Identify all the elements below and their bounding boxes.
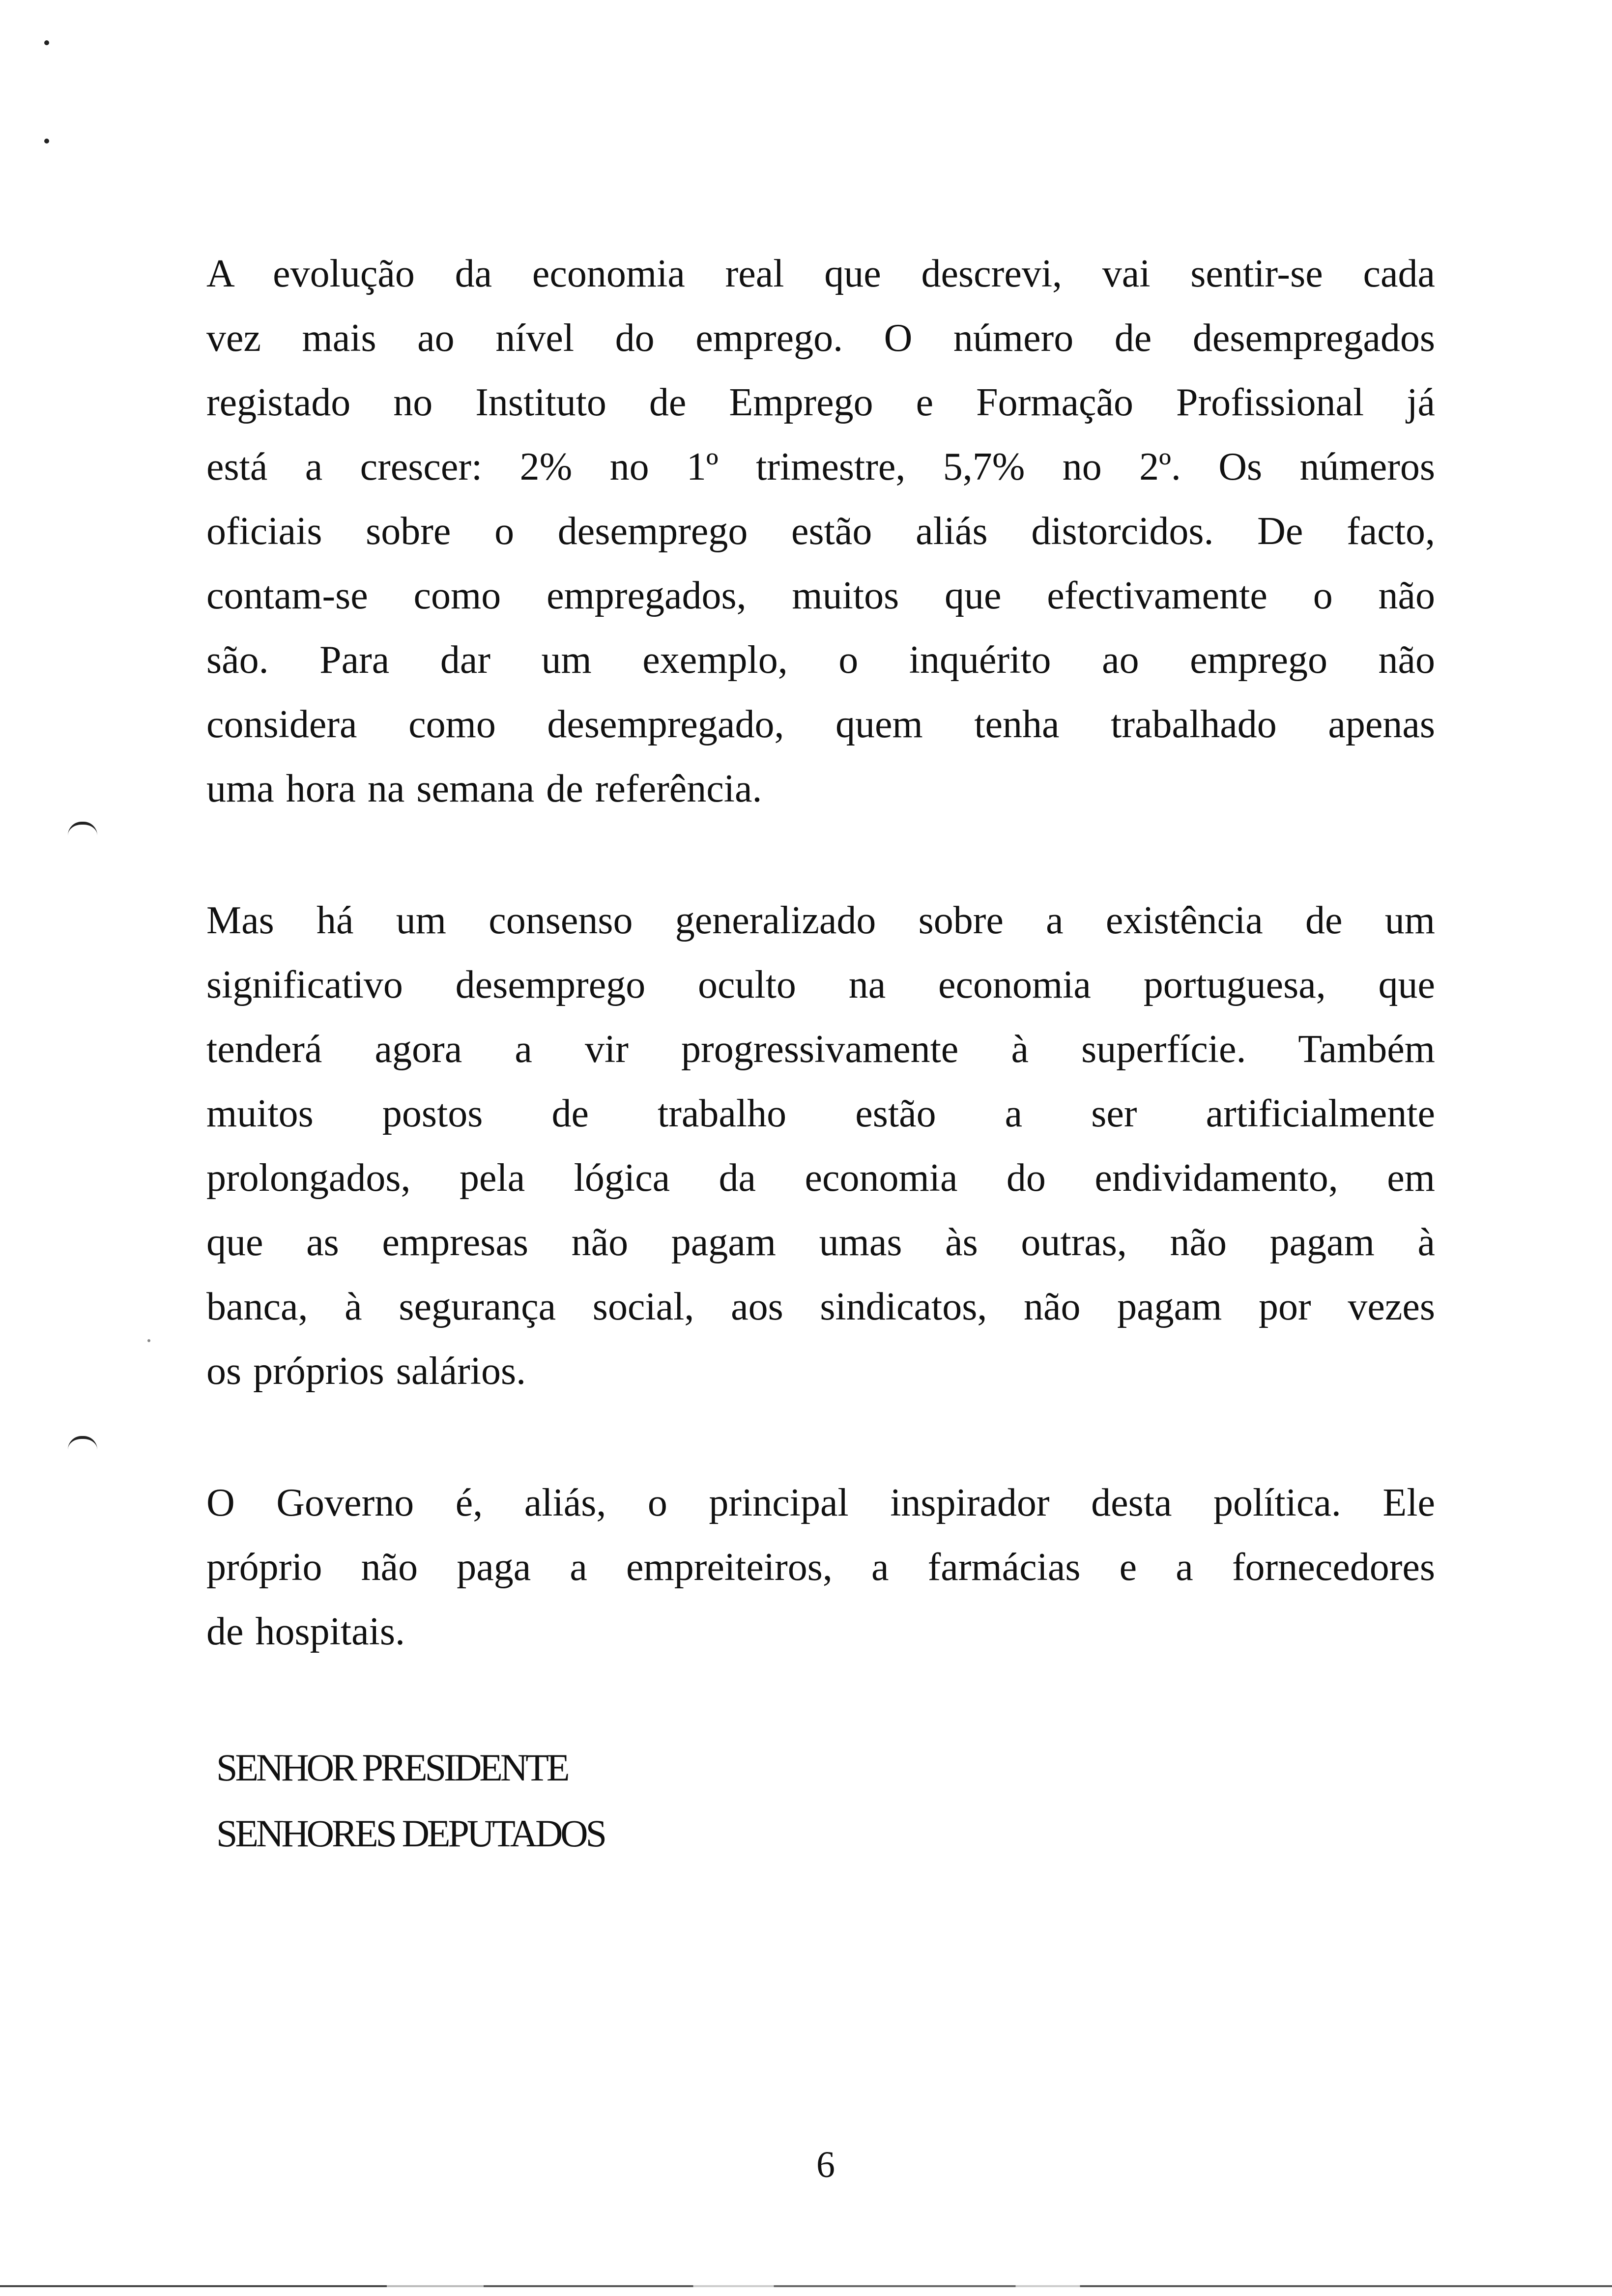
- paragraph-line: Mas há um consenso generalizado sobre a existência de um: [206, 899, 1435, 942]
- margin-mark: [68, 822, 97, 835]
- salutation-line-deputies: SENHORES DEPUTADOS: [216, 1812, 605, 1855]
- paragraph-3: [206, 1471, 1435, 1664]
- paragraph-line: A evolução da economia real que descrevi, vai sentir-se cada: [206, 252, 1435, 295]
- paragraph-line: tenderá agora a vir progressivamente à superfície. Também: [206, 1028, 1435, 1071]
- paragraph-line: de hospitais.: [206, 1610, 405, 1653]
- paragraph-line: registado no Instituto de Emprego e Formação Profissional já: [206, 381, 1435, 424]
- paragraph-line: próprio não paga a empreiteiros, a farmácias e a fornecedores: [206, 1546, 1435, 1589]
- page-number: 6: [816, 2144, 835, 2185]
- paragraph-line: os próprios salários.: [206, 1349, 526, 1393]
- paragraph-line: considera como desempregado, quem tenha trabalhado apenas: [206, 703, 1435, 746]
- paragraph-line: são. Para dar um exemplo, o inquérito ao emprego não: [206, 638, 1435, 682]
- paragraph-line: muitos postos de trabalho estão a ser artificialmente: [206, 1092, 1435, 1135]
- paragraph-line: O Governo é, aliás, o principal inspirador desta política. Ele: [206, 1481, 1435, 1524]
- paragraph-line: prolongados, pela lógica da economia do endividamento, em: [206, 1156, 1435, 1200]
- paragraph-1: [206, 242, 1435, 821]
- paragraph-line: vez mais ao nível do emprego. O número de desempregados: [206, 316, 1435, 360]
- scan-dot: [44, 139, 49, 144]
- scan-edge-line: [0, 2285, 1612, 2287]
- scan-dot: [44, 40, 49, 45]
- paragraph-line: oficiais sobre o desemprego estão aliás distorcidos. De facto,: [206, 510, 1435, 553]
- salutation-line-president: SENHOR PRESIDENTE: [216, 1746, 568, 1789]
- paragraph-2: [206, 889, 1435, 1404]
- paragraph-line: banca, à segurança social, aos sindicatos, não pagam por vezes: [206, 1285, 1435, 1328]
- scan-dot: [147, 1339, 150, 1342]
- paragraph-line: uma hora na semana de referência.: [206, 767, 762, 810]
- margin-mark: [68, 1436, 97, 1450]
- paragraph-line: está a crescer: 2% no 1º trimestre, 5,7% no 2º. Os números: [206, 445, 1435, 488]
- paragraph-line: contam-se como empregados, muitos que efectivamente o não: [206, 574, 1435, 617]
- paragraph-line: que as empresas não pagam umas às outras, não pagam à: [206, 1221, 1435, 1264]
- salutation: [216, 1735, 604, 1866]
- paragraph-line: significativo desemprego oculto na economia portuguesa, que: [206, 963, 1435, 1006]
